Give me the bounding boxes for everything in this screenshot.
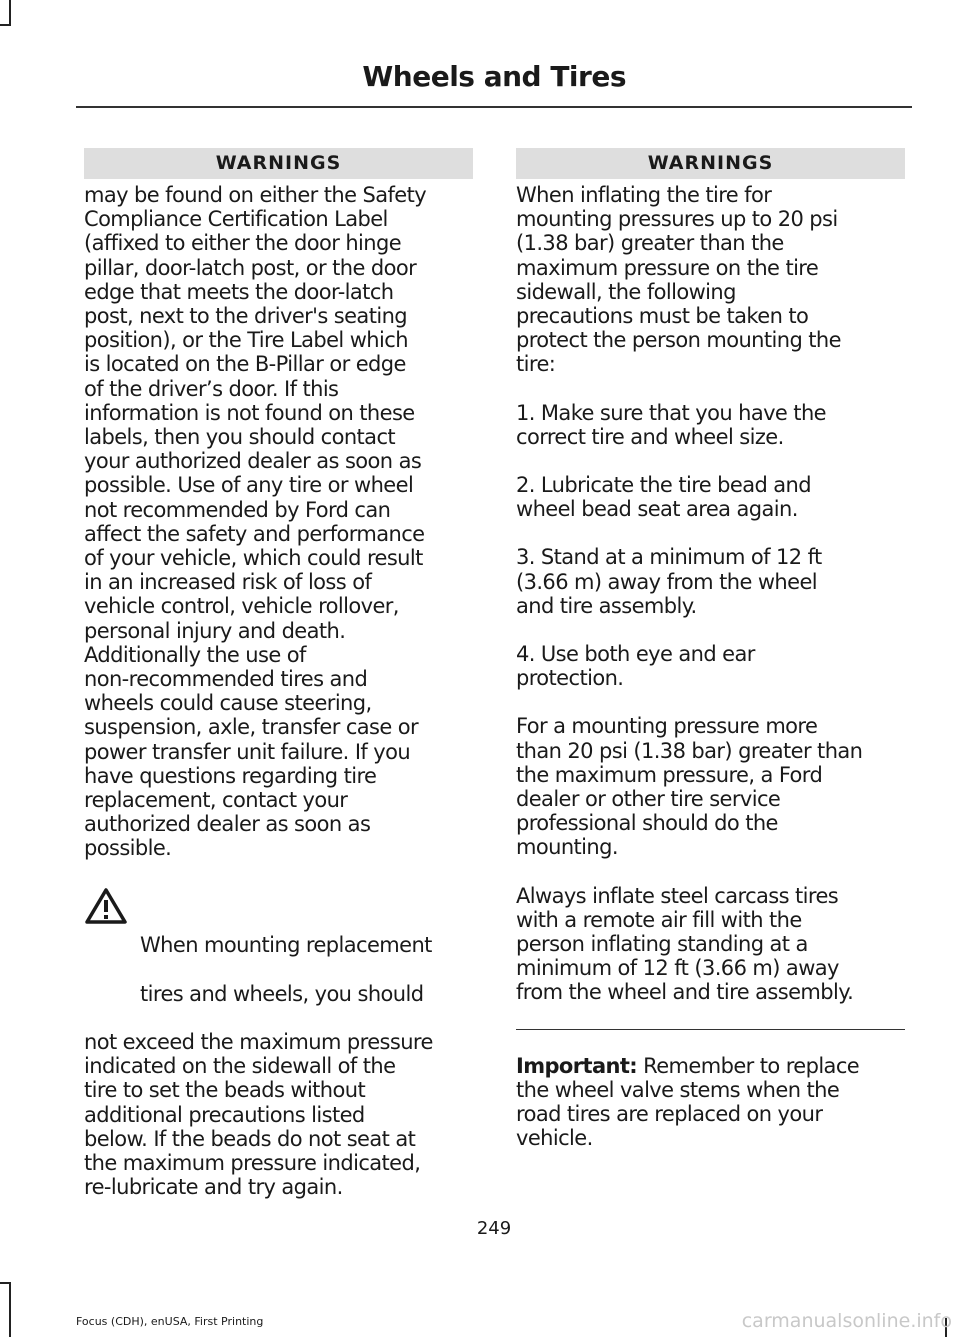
crop-mark-bottom-left-h [0, 1282, 11, 1284]
warning-triangle-icon [84, 887, 128, 925]
right-column [516, 148, 905, 1175]
step-3: 3. Stand at a minimum of 12 ft (3.66 m) away from the wheel and tire assembly. [516, 545, 822, 618]
warning-text-rest: not exceed the maximum pressure indicated on the sidewall of the tire to set the beads without additional precautions listed below. If the beads do not seat at the maximum pressure indicated, re-lubricate and try again. [84, 1029, 433, 1200]
left-column [84, 148, 473, 1223]
warning-line-1: When mounting replacement [140, 933, 432, 958]
step-4: 4. Use both eye and ear protection. [516, 642, 755, 691]
watermark: carmanualsonline.info [741, 1310, 952, 1332]
crop-mark-top-left [9, 0, 11, 26]
warning-line-2: tires and wheels, you should [140, 981, 424, 1006]
crop-mark-bottom-left [9, 1282, 11, 1337]
crop-mark-top-left-h [0, 24, 11, 26]
important-label: Important: [516, 1053, 638, 1078]
warning-paragraph-mounting [84, 885, 473, 1200]
warnings-end-rule [516, 1029, 905, 1030]
warning-paragraph-continued: may be found on either the Safety Compliance Certification Label (affixed to either the door hinge pillar, door-latch post, or the door edge that meets the door-latch post, next to the driver's seating position), or the Tire Label which is located on the B-Pillar or edge of the driver’s door. If this information is not found on these labels, then you should contact your authorized dealer as soon as possible. Use of any tire or wheel not recommended by Ford can affect the safety and performance of your vehicle, which could result in an increased risk of loss of vehicle control, vehicle rollover, personal injury and death. Additionally the use of non-recommended tires and wheels could cause steering, suspension, axle, transfer case or power transfer unit failure. If you have questions regarding tire replacement, contact your authorized dealer as soon as possible. [84, 183, 427, 861]
header-rule [76, 106, 912, 108]
page-number: 249 [476, 1218, 512, 1239]
important-note [516, 1054, 905, 1151]
footer-text: Focus (CDH), enUSA, First Printing [76, 1315, 264, 1328]
warnings-heading-left: WARNINGS [84, 148, 473, 179]
inflate-note: Always inflate steel carcass tires with a remote air fill with the person inflating standing at a minimum of 12 ft (3.66 m) away from the wheel and tire assembly. [516, 883, 854, 1005]
step-2: 2. Lubricate the tire bead and wheel bead seat area again. [516, 473, 812, 522]
warnings-heading-right: WARNINGS [516, 148, 905, 179]
page-title: Wheels and Tires [362, 60, 626, 93]
important-text: Remember to replace the wheel valve stems when the road tires are replaced on your vehicle. [516, 1053, 860, 1151]
step-1: 1. Make sure that you have the correct tire and wheel size. [516, 400, 826, 449]
mounting-note: For a mounting pressure more than 20 psi (1.38 bar) greater than the maximum pressure, a Ford dealer or other tire service professional should do the mounting. [516, 714, 863, 860]
inflation-intro: When inflating the tire for mounting pressures up to 20 psi (1.38 bar) greater than the maximum pressure on the tire sidewall, the following precautions must be taken to protect the person mounting the tire: [516, 183, 841, 377]
